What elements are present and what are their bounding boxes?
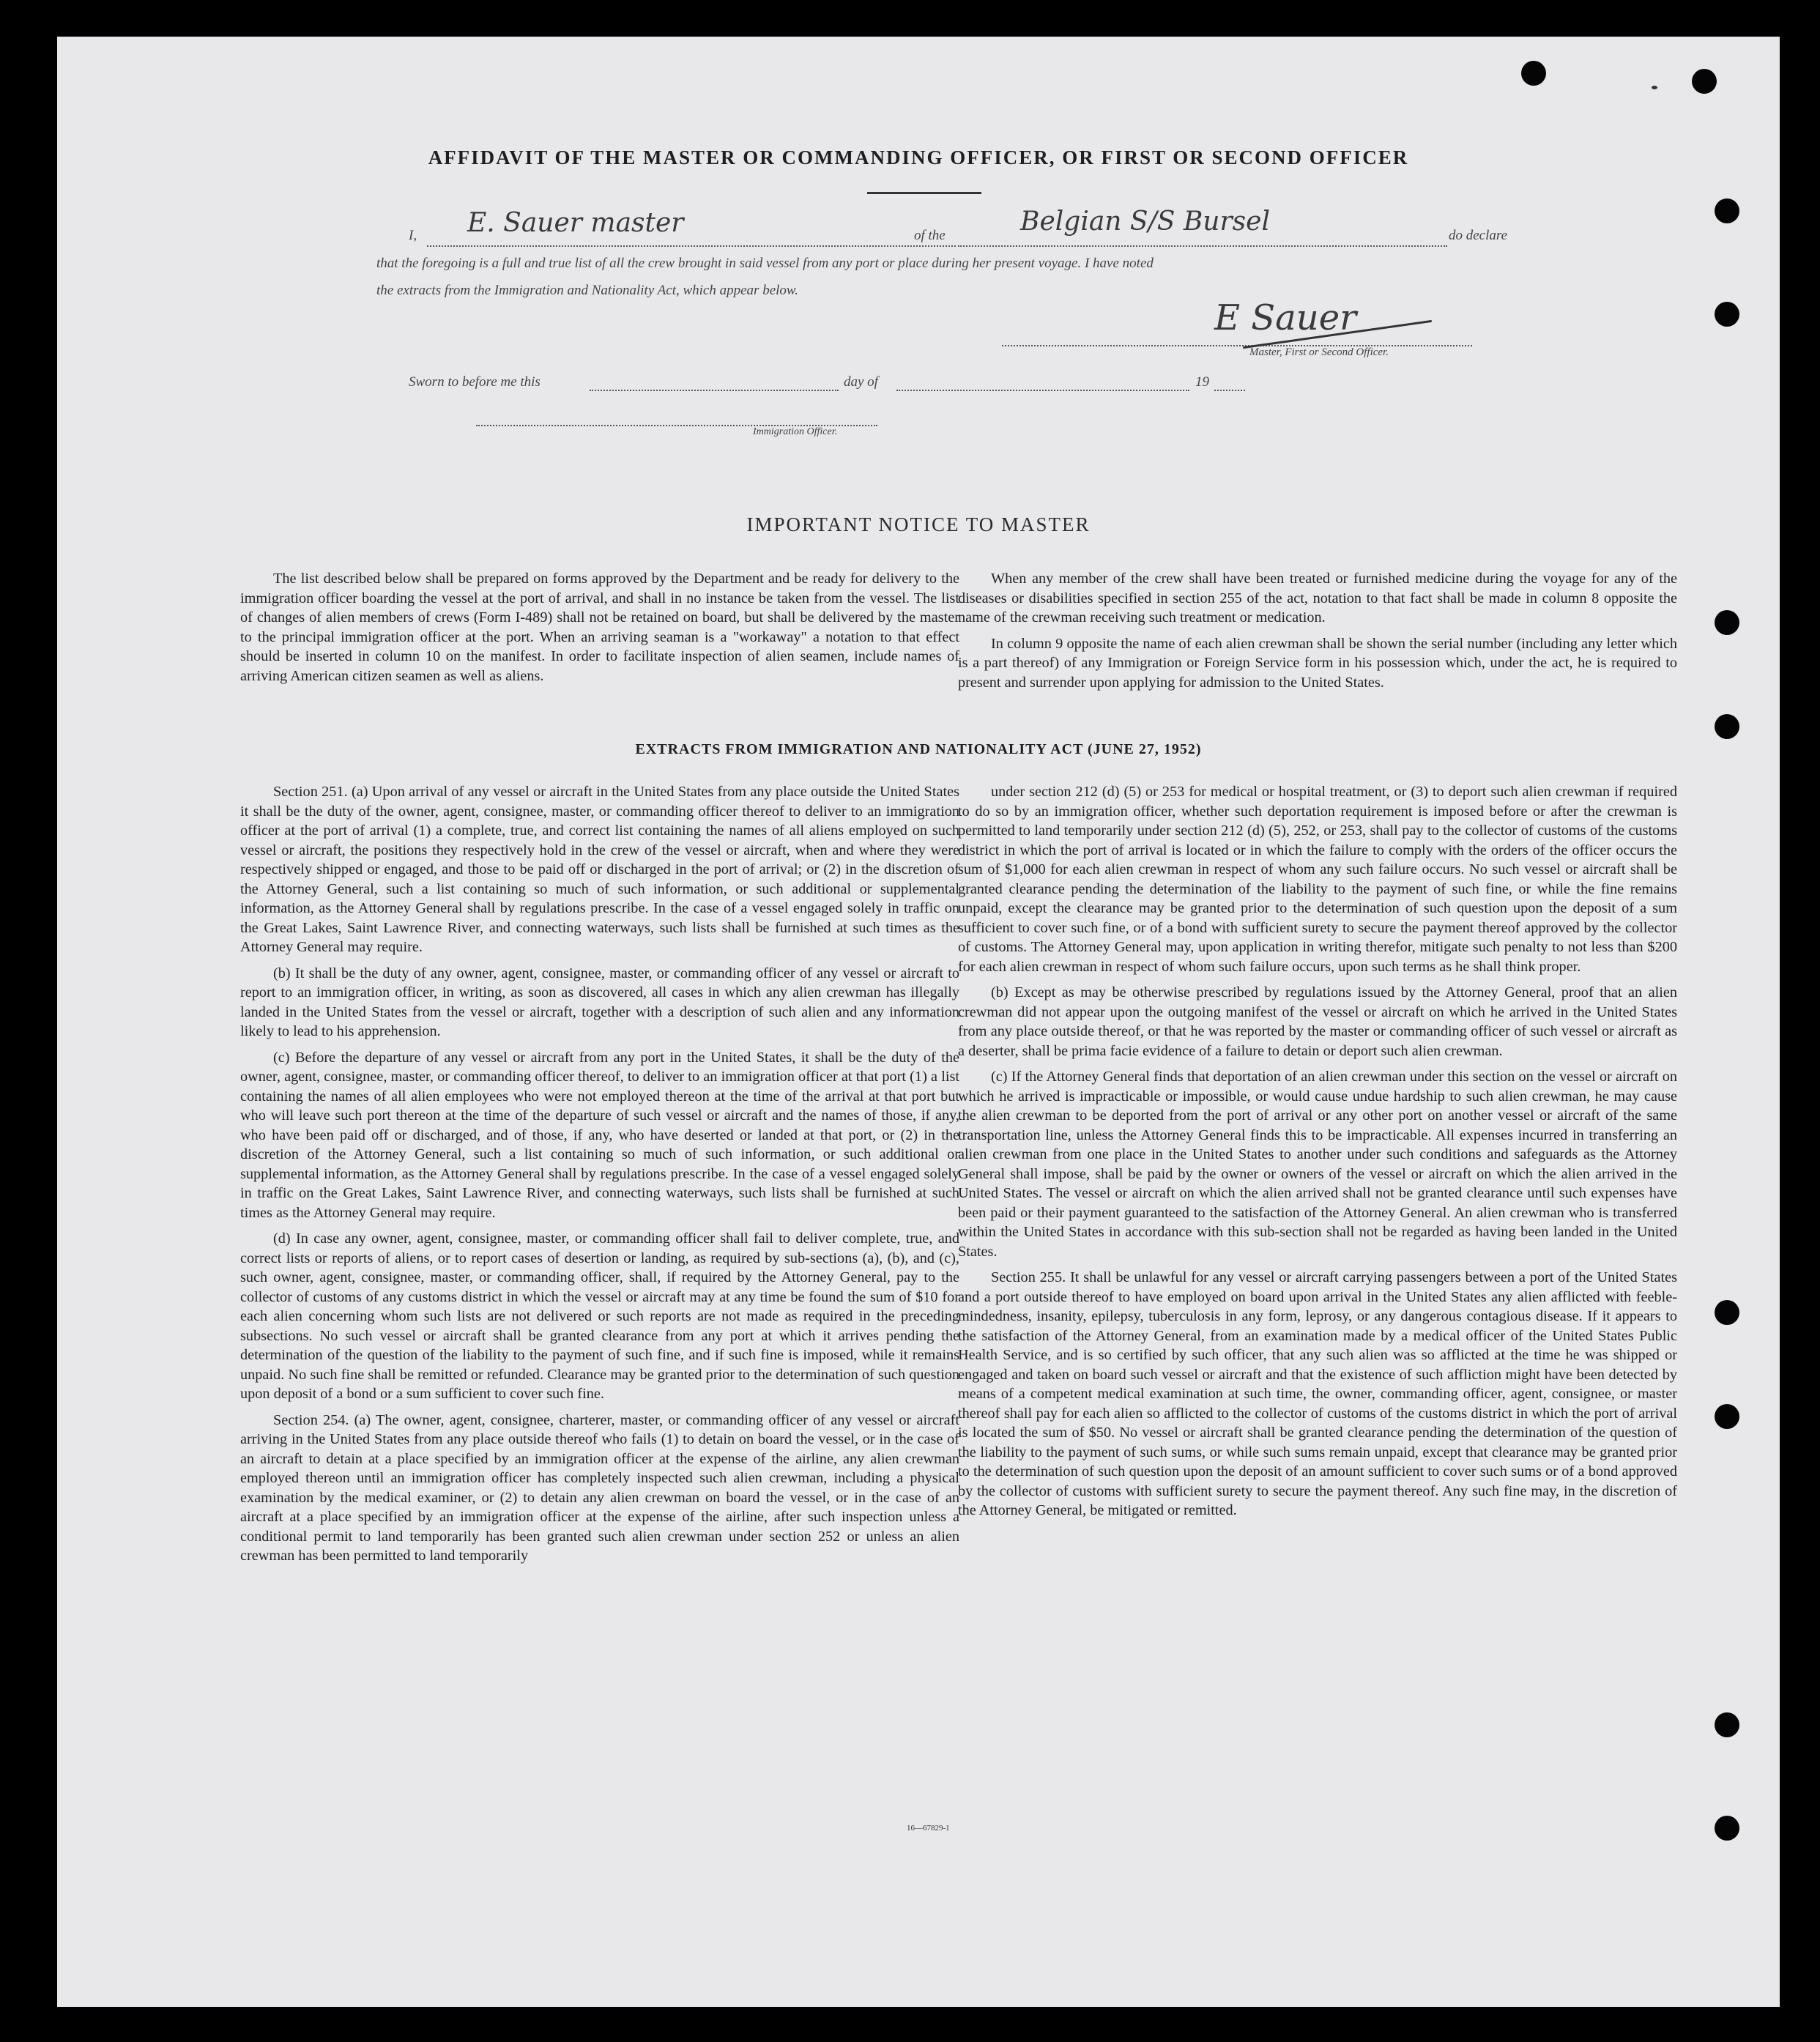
punch-hole xyxy=(1715,714,1739,739)
punch-hole xyxy=(1715,610,1739,635)
notice-paragraph: When any member of the crew shall have been treated or furnished medicine during the voyage for any of the diseases or disabilities specified in section 255 of the act, notation to that fact shall be made in column 8 opposite the name of the crewman receiving such treatment or medication. xyxy=(958,571,1677,625)
notice-paragraph: The list described below shall be prepared on forms approved by the Department and be ready for delivery to the immigration officer boarding the vessel at the port of arrival, and shall in no instance be taken from the vessel. The list of changes of alien members of crews (Form I-489) shall not be retained on board, but shall be delivered by the master to the principal immigration officer at the port. When an arriving seaman is a "workaway" a notation to that effect should be inserted in column 10 on the manifest. In order to facilitate inspection of alien seamen, include names of arriving American citizen seamen as well as aliens. xyxy=(240,571,959,684)
punch-hole xyxy=(1715,302,1739,327)
punch-hole xyxy=(1715,1816,1739,1841)
of-the-label: of the xyxy=(914,228,946,243)
section-paragraph: Section 251. (a) Upon arrival of any vessel or aircraft in the United States from any place outside the United States it shall be the duty of the owner, agent, consignee, master, or commanding officer thereof to deliver to an immigration officer at the port of arrival (1) a complete, true, and correct list containing the names of all aliens employed on such vessel or aircraft, the positions they respectively hold in the crew of the vessel or aircraft, when and where they were respectively shipped or engaged, and those to be paid off or discharged in the port of arrival; or (2) in the discretion of the Attorney General, such a list containing so much of such information, or such additional or supplemental information, as the Attorney General shall by regulations prescribe. In the case of a vessel engaged solely in traffic on the Great Lakes, Saint Lawrence River, and connecting waterways, such lists shall be furnished at such times as the Attorney General may require. xyxy=(240,784,959,955)
section-paragraph: under section 212 (d) (5) or 253 for medical or hospital treatment, or (3) to deport such alien crewman if required to do so by an immigration officer, whether such deportation requirement is imposed before or after the crewman is permitted to land temporarily under section 212 (d) (5), 252, or 253, shall pay to the collector of customs of the customs district in which the port of arrival is located or in which the failure to comply with the orders of the officer occurs the sum of $1,000 for each alien crewman in respect of whom any such failure occurs. No such vessel or aircraft shall be granted clearance pending the determination of the liability to the payment of such fine, or while the fine remains unpaid, except the clearance may be granted prior to the determination of such question upon the deposit of a sum sufficient to cover such fine, or of a bond with sufficient surety to secure the payment thereof approved by the collector of customs. The Attorney General may, upon application in writing therefor, mitigate such penalty to not less than $200 for each alien crewman in respect of whom such failure occurs, upon such terms as he shall think proper. xyxy=(958,784,1677,975)
do-declare-label: do declare xyxy=(1449,228,1508,243)
extracts-right-column xyxy=(958,782,1677,1527)
affidavit-title: AFFIDAVIT OF THE MASTER OR COMMANDING OFFICER, OR FIRST OR SECOND OFFICER xyxy=(428,146,1409,168)
section-paragraph: Section 255. It shall be unlawful for any vessel or aircraft carrying passengers between a port of the United States and a port outside thereof to have employed on board upon arrival in the United States any alien afflicted with feeble-mindedness, insanity, epilepsy, tuberculosis in any form, leprosy, or any dangerous contagious disease. If it appears to the satisfaction of the Attorney General, from an examination made by a medical officer of the United States Public Health Service, and is so certified by such officer, that any such alien was so afflicted at the time he was shipped or engaged and taken on board such vessel or aircraft and that the existence of such affliction might have been detected by means of a competent medical examination at such time, the owner, commanding officer, agent, consignee, or master thereof shall pay for each alien so afflicted to the collector of customs of the customs district in which the port of arrival is located the sum of $50. No vessel or aircraft shall be granted clearance pending the determination of the question of the liability to the payment of such sums, or while such sums remain unpaid, except that clearance may be granted prior to the determination of such question upon the deposit of an amount sufficient to cover such sums or of a bond approved by the collector of customs with sufficient surety to secure the payment thereof. Any such fine may, in the discretion of the Attorney General, be mitigated or remitted. xyxy=(958,1269,1677,1518)
day-of-label: day of xyxy=(844,374,878,390)
sworn-label: Sworn to before me this xyxy=(409,374,541,390)
punch-hole xyxy=(1715,198,1739,223)
notice-paragraph: In column 9 opposite the name of each alien crewman shall be shown the serial number (including any letter which is a part thereof) of any Immigration or Foreign Service form in his possession which, under the act, he is required to present and surrender upon applying for admission to the United States. xyxy=(958,635,1677,691)
signature-caption: Master, First or Second Officer. xyxy=(1249,346,1389,358)
section-paragraph: (d) In case any owner, agent, consignee, master, or commanding officer shall fail to deliver complete, true, and correct lists or reports of aliens, or to report cases of desertion or landing, as required by sub-sections (a), (b), and (c), such owner, agent, consignee, master, or commanding officer, shall, if required by the Attorney General, pay to the collector of customs of any customs district in which the vessel or aircraft may at any time be found the sum of $10 for each alien concerning whom such lists are not delivered or such reports are not made as required in the preceding subsections. No such vessel or aircraft shall be granted clearance from any port at which it arrives pending the determination of the question of the liability to the payment of such fine, and if such fine is imposed, while it remains unpaid. No such fine shall be remitted or refunded. Clearance may be granted prior to the determination of such question upon deposit of a bond or a sum sufficient to cover such fine. xyxy=(240,1230,959,1402)
form-code: 16—67829-1 xyxy=(907,1824,950,1833)
document-page xyxy=(57,37,1780,2007)
punch-hole xyxy=(1715,1300,1739,1325)
sworn-year-field[interactable] xyxy=(1214,390,1245,391)
punch-hole xyxy=(1715,1404,1739,1429)
punch-hole xyxy=(1715,1712,1739,1737)
section-paragraph: (c) Before the departure of any vessel or aircraft from any port in the United States, it shall be the duty of the owner, agent, consignee, master, or commanding officer thereof, to deliver to an immigration officer at that port (1) a list containing the names of all alien employees who were not employed thereon at the time of the arrival at that port but who will leave such port thereon at the time of the departure of such vessel or aircraft and the names of those, if any, who have been paid off or discharged, and of those, if any, who have deserted or landed at that port, or (2) in the discretion of the Attorney General, such a list containing so much of such information, or such additional or supplemental information, as the Attorney General shall by regulations prescribe. In the case of a vessel engaged solely in traffic on the Great Lakes, Saint Lawrence River, and connecting waterways, such lists shall be furnished at such times as the Attorney General may require. xyxy=(240,1049,959,1221)
vessel-field-line xyxy=(958,245,1447,247)
extracts-title: EXTRACTS FROM IMMIGRATION AND NATIONALITY ACT (JUNE 27, 1952) xyxy=(635,741,1202,757)
year-label: 19 xyxy=(1195,374,1209,390)
affidavit-line-3: the extracts from the Immigration and Nationality Act, which appear below. xyxy=(376,283,798,298)
notice-left-column xyxy=(240,569,959,692)
sworn-month-field[interactable] xyxy=(896,390,1189,391)
vessel-name-field[interactable]: Belgian S/S Bursel xyxy=(1020,207,1270,237)
affidavit-line-2: that the foregoing is a full and true list of all the crew brought in said vessel from any port or place during her present voyage. I have noted xyxy=(376,256,1154,271)
notice-right-column xyxy=(958,569,1677,699)
extracts-left-column xyxy=(240,782,959,1573)
sworn-day-field[interactable] xyxy=(590,390,839,391)
section-paragraph: Section 254. (a) The owner, agent, consignee, charterer, master, or commanding officer of any vessel or aircraft arriving in the United States from any place outside thereof who fails (1) to detain on board the vessel, or in the case of an aircraft to detain at a place specified by an immigration officer at the expense of the airline, any alien crewman employed thereon until an immigration officer has completely inspected such alien crewman, including a physical examination by the medical examiner, or (2) to detain any alien crewman on board the vessel, or in the case of an aircraft at a place specified by an immigration officer at the expense of the airline, after such inspection unless a conditional permit to land temporarily has been granted such alien crewman under section 252 or unless an alien crewman has been permitted to land temporarily xyxy=(240,1411,959,1564)
master-name-field[interactable]: E. Sauer master xyxy=(467,208,684,238)
name-field-line xyxy=(427,245,956,247)
affidavit-i-label: I, xyxy=(409,228,417,243)
signature-field[interactable]: E Sauer xyxy=(1214,297,1357,338)
immigration-officer-caption: Immigration Officer. xyxy=(753,426,838,437)
punch-hole xyxy=(1692,69,1717,94)
section-paragraph: (b) It shall be the duty of any owner, agent, consignee, master, or commanding officer of any vessel or aircraft to report to an immigration officer, in writing, as soon as discovered, all cases in which any alien crewman has illegally landed in the United States from the vessel or aircraft, together with a description of such alien and any information likely to lead to his apprehension. xyxy=(240,965,959,1039)
signature-line xyxy=(1002,345,1472,346)
dust-speck xyxy=(1652,86,1657,89)
punch-hole xyxy=(1521,61,1546,86)
title-rule xyxy=(867,192,981,194)
section-paragraph: (b) Except as may be otherwise prescribed by regulations issued by the Attorney General, proof that an alien crewman did not appear upon the outgoing manifest of the vessel or aircraft on which he arrived in the United States from any place outside thereof, or that he was reported by the master or commanding officer of such vessel or aircraft as a deserter, shall be prima facie evidence of a failure to detain or deport such alien crewman. xyxy=(958,984,1677,1059)
notice-title: IMPORTANT NOTICE TO MASTER xyxy=(746,513,1091,535)
section-paragraph: (c) If the Attorney General finds that deportation of an alien crewman under this section on the vessel or aircraft on which he arrived is impracticable or impossible, or would cause undue hardship to such alien crewman, he may cause the alien crewman to be deported from the port of arrival or any other port on another vessel or aircraft of the same transportation line, unless the Attorney General finds this to be impracticable. All expenses incurred in transferring an alien crewman from one place in the United States to another under such conditions and safeguards as the Attorney General shall impose, shall be paid by the owner or owners of the vessel or aircraft on which the alien arrived in the United States. The vessel or aircraft on which the alien arrived shall not be granted clearance until such expenses have been paid or their payment guaranteed to the satisfaction of the Attorney General. An alien crewman who is transferred within the United States in accordance with this sub-section shall not be regarded as having been landed in the United States. xyxy=(958,1069,1677,1260)
